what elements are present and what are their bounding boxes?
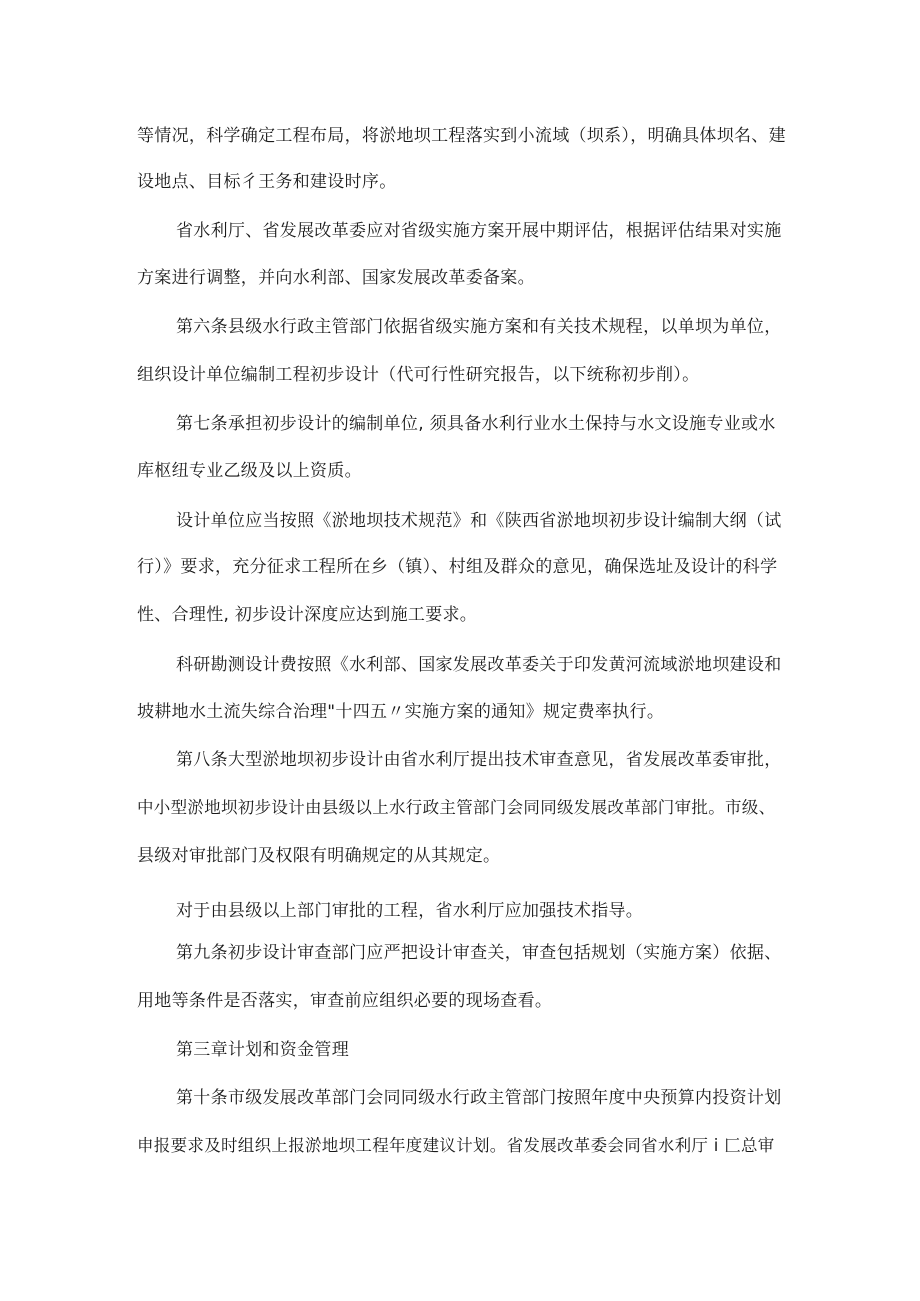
text-line-2: 设地点、目标彳王务和建设时序。 xyxy=(137,172,397,192)
text-line-13: 坡耕地水土流失综合治理"十四五〃实施方案的通知》规定费率执行。 xyxy=(137,702,665,722)
text-line-4: 方案进行调整，并向水利部、国家发展改革委备案。 xyxy=(137,268,535,288)
text-line-3: 省水利厅、省发展改革委应对省级实施方案开展中期评估，根据评估结果对实施 xyxy=(176,221,782,241)
text-line-21: 第十条市级发展改革部门会同同级水行政主管部门按照年度中央预算内投资计划 xyxy=(176,1088,782,1108)
text-line-8: 库枢纽专业乙级及以上资质。 xyxy=(137,461,362,481)
text-line-11: 性、合理性, 初步设计深度应达到施工要求。 xyxy=(137,605,478,625)
chapter-heading: 第三章计划和资金管理 xyxy=(176,1040,349,1060)
text-line-19: 用地等条件是否落实，审查前应组织必要的现场查看。 xyxy=(137,991,553,1011)
text-line-12: 科研勘测设计费按照《水利部、国家发展改革委关于印发黄河流域淤地坝建设和 xyxy=(176,655,782,675)
text-line-16: 县级对审批部门及权限有明确规定的从其规定。 xyxy=(137,846,501,866)
text-line-10: 行）》要求，充分征求工程所在乡（镇）、村组及群众的意见，确保选址及设计的科学 xyxy=(137,557,778,577)
text-line-14: 第八条大型淤地坝初步设计由省水利厅提出技术审查意见，省发展改革委审批， xyxy=(176,750,782,770)
text-line-1: 等情况，科学确定工程布局，将淤地坝工程落实到小流域（坝系），明确具体坝名、建 xyxy=(137,126,786,146)
text-line-17: 对于由县级以上部门审批的工程，省水利厅应加强技术指导。 xyxy=(176,901,644,921)
text-line-6: 组织设计单位编制工程初步设计（代可行性研究报告，以下统称初步削）。 xyxy=(137,365,700,385)
text-line-5: 第六条县级水行政主管部门依据省级实施方案和有关技术规程，以单坝为单位， xyxy=(176,317,782,337)
text-line-18: 第九条初步设计审查部门应严把设计审查关，审查包括规划（实施方案）依据、 xyxy=(176,943,782,963)
text-line-15: 中小型淤地坝初步设计由县级以上水行政主管部门会同同级发展改革部门审批。市级、 xyxy=(137,798,776,817)
text-line-22: 申报要求及时组织上报淤地坝工程年度建议计划。省发展改革委会同省水利厅 i 匚总审 xyxy=(137,1136,775,1155)
text-line-7: 第七条承担初步设计的编制单位, 须具备水利行业水土保持与水文设施专业或水 xyxy=(176,414,776,434)
text-line-9: 设计单位应当按照《淤地坝技术规范》和《陕西省淤地坝初步设计编制大纲（试 xyxy=(176,511,782,531)
